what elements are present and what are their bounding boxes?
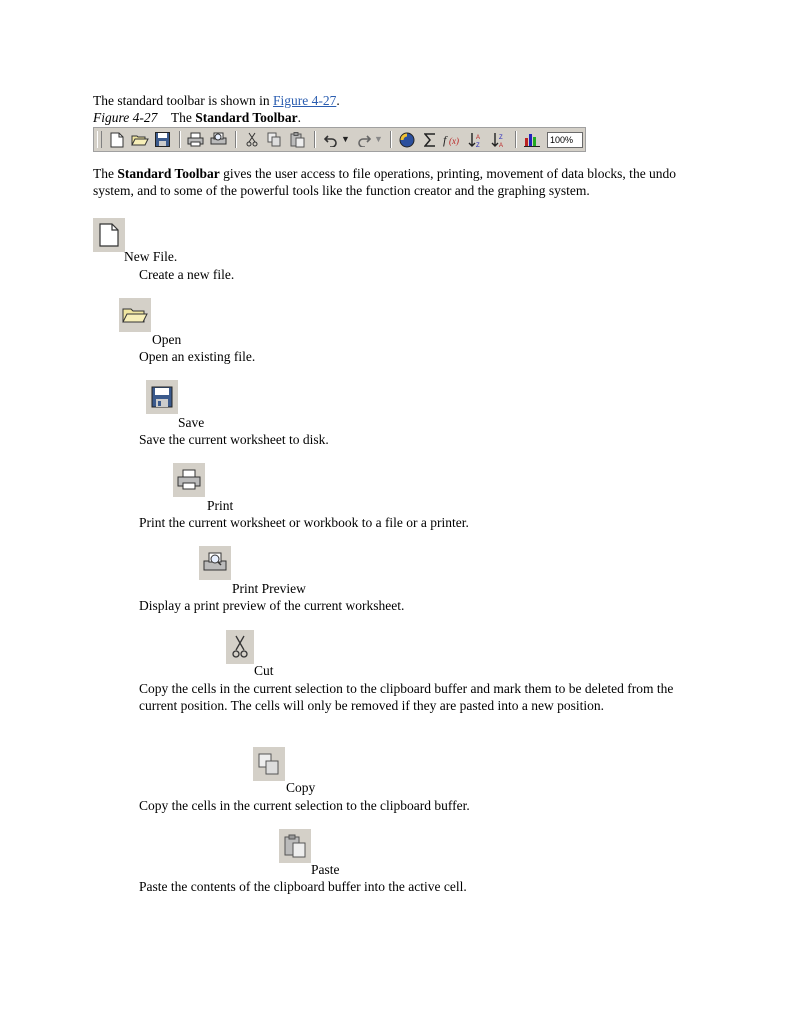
cut-icon[interactable] [241, 130, 262, 149]
item-desc-open: Open an existing file. [139, 349, 256, 364]
toolbar-separator [390, 131, 392, 148]
open-folder-icon [119, 298, 151, 332]
item-title-print: Print [207, 498, 234, 513]
toolbar-description [93, 165, 678, 199]
figure-number: Figure 4-27 [93, 110, 158, 125]
item-title-cut: Cut [254, 663, 274, 678]
chart-icon[interactable] [521, 130, 542, 149]
function-icon[interactable] [442, 130, 463, 149]
description-prefix: The [93, 166, 118, 181]
sort-ascending-icon[interactable] [465, 130, 486, 149]
description-bold: Standard Toolbar [117, 166, 220, 181]
item-desc-save: Save the current worksheet to disk. [139, 432, 329, 447]
description-text: gives the user access to file operations, printing, movement of data blocks, the undo system, and to some of the powerful tools like the function creator and the graphing system. [93, 166, 677, 198]
toolbar-grip[interactable] [97, 131, 102, 148]
item-desc-copy: Copy the cells in the current selection to the clipboard buffer. [139, 798, 470, 813]
sort-descending-icon[interactable] [488, 130, 509, 149]
print-preview-icon [199, 546, 231, 580]
undo-dropdown-icon[interactable]: ▼ [341, 134, 350, 144]
print-icon [173, 463, 205, 497]
paste-icon [279, 829, 311, 863]
open-folder-icon[interactable] [129, 130, 150, 149]
item-title-new-file: New File. [124, 249, 178, 264]
undo-icon[interactable] [320, 130, 341, 149]
item-desc-new-file: Create a new file. [139, 267, 235, 282]
standard-toolbar [93, 127, 586, 152]
sum-icon[interactable] [419, 130, 440, 149]
toolbar-separator [179, 131, 181, 148]
caption-prefix: The [170, 110, 196, 125]
toolbar-separator [235, 131, 237, 148]
zoom-field[interactable]: 100% [547, 132, 583, 148]
svg-text:Z: Z [475, 142, 480, 148]
redo-icon[interactable] [353, 130, 374, 149]
caption-suffix: . [297, 110, 302, 125]
copy-icon [253, 747, 285, 781]
toolbar-separator [314, 131, 316, 148]
intro-line [93, 92, 340, 109]
paste-icon[interactable] [287, 130, 308, 149]
item-desc-print-preview: Display a print preview of the current worksheet. [139, 598, 405, 613]
save-icon[interactable] [152, 130, 173, 149]
print-icon[interactable] [185, 130, 206, 149]
item-title-save: Save [178, 415, 205, 430]
new-file-icon [93, 218, 125, 252]
navigator-icon[interactable] [396, 130, 417, 149]
svg-text:A: A [498, 142, 503, 148]
svg-text:(x): (x) [448, 135, 459, 146]
item-title-copy: Copy [286, 780, 316, 795]
svg-text:Z: Z [498, 134, 503, 141]
print-preview-icon[interactable] [208, 130, 229, 149]
copy-icon[interactable] [264, 130, 285, 149]
figure-caption [93, 109, 301, 126]
figure-link[interactable]: Figure 4-27 [272, 93, 337, 108]
toolbar-separator [515, 131, 517, 148]
svg-text:f: f [442, 132, 446, 147]
svg-text:A: A [475, 134, 480, 141]
redo-dropdown-icon[interactable]: ▼ [374, 134, 383, 144]
item-title-open: Open [152, 332, 182, 347]
new-file-icon[interactable] [106, 130, 127, 149]
caption-bold: Standard Toolbar [195, 110, 298, 125]
save-icon [146, 380, 178, 414]
item-title-paste: Paste [311, 862, 340, 877]
intro-text: The standard toolbar is shown in [93, 93, 273, 108]
item-desc-cut: Copy the cells in the current selection to the clipboard buffer and mark them to be deleted from the current position. The cells will only be removed if they are pasted into a new position. [139, 681, 674, 713]
item-desc-paste: Paste the contents of the clipboard buffer into the active cell. [139, 879, 467, 894]
intro-suffix: . [336, 93, 340, 108]
item-title-print-preview: Print Preview [232, 581, 306, 596]
item-desc-print: Print the current worksheet or workbook to a file or a printer. [139, 515, 469, 530]
cut-icon [226, 630, 254, 664]
